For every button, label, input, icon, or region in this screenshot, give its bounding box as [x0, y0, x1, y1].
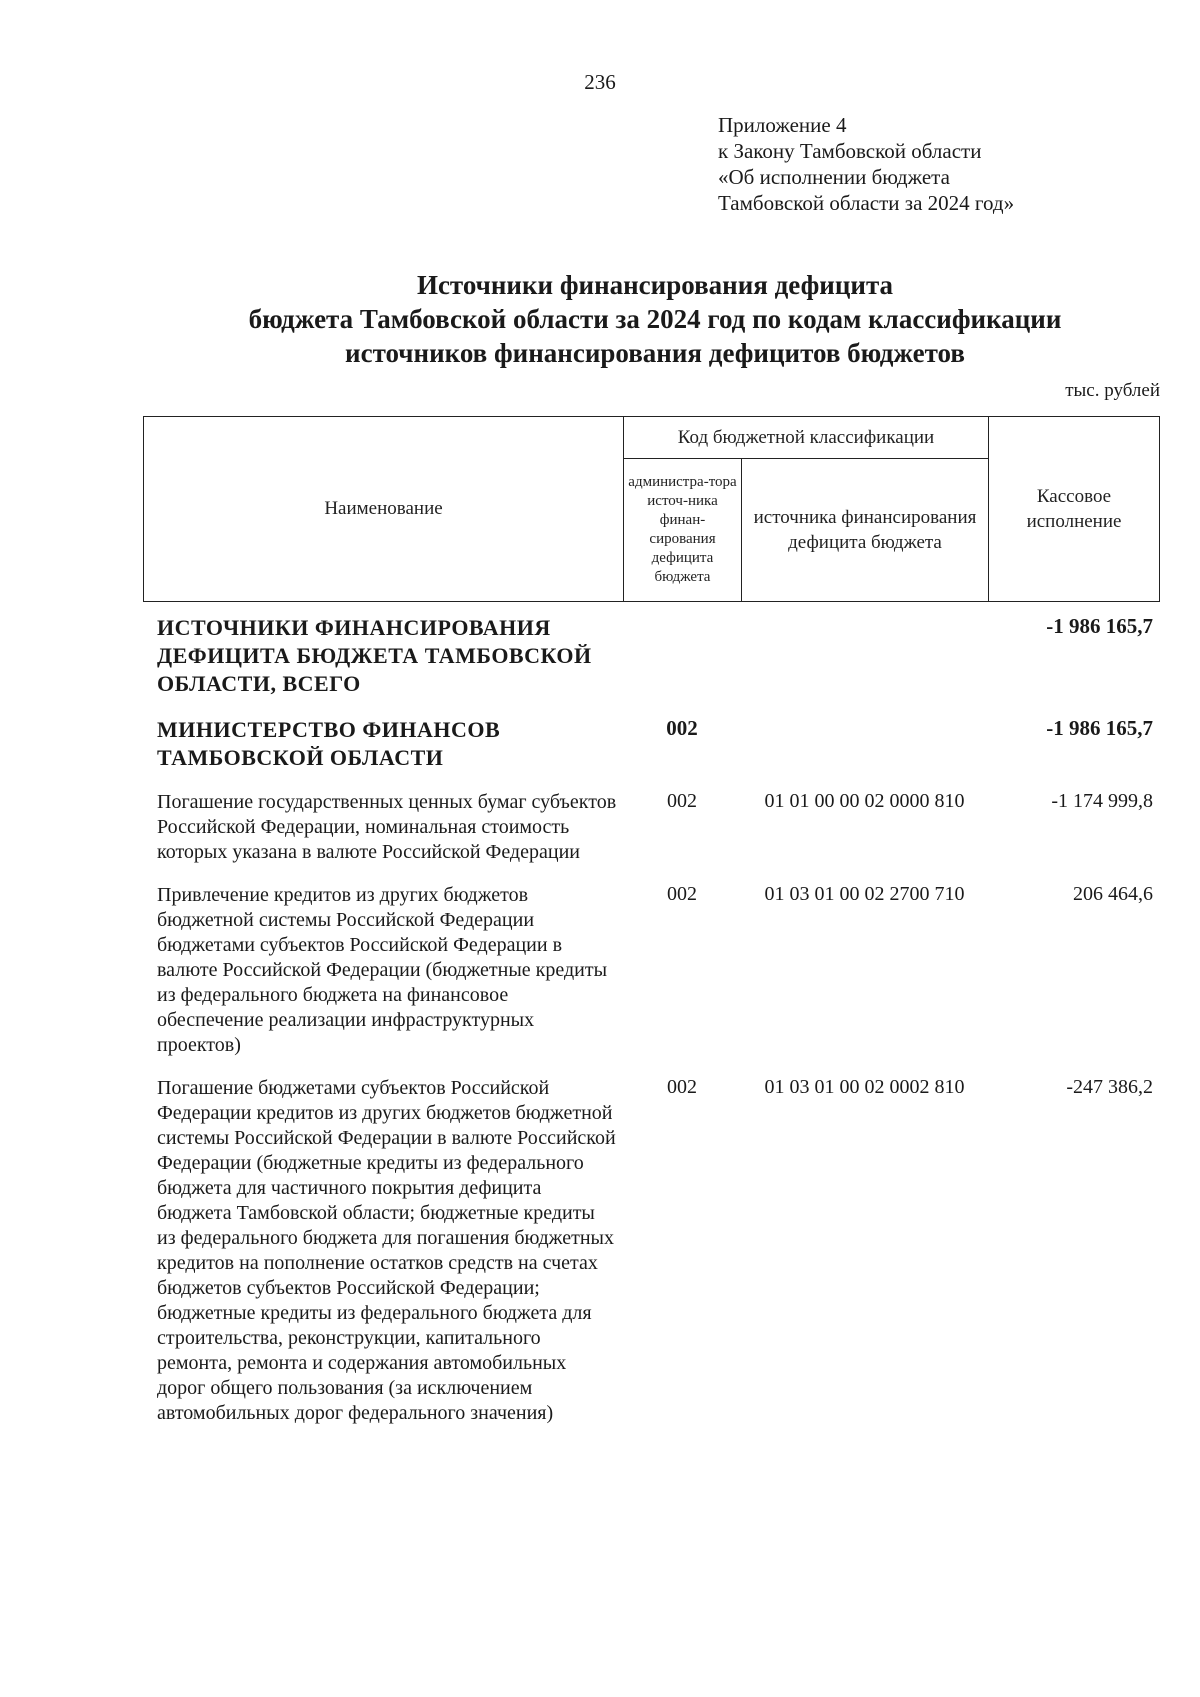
header-name: Наименование — [144, 417, 624, 601]
header-code-group: Код бюджетной классификации — [624, 417, 989, 459]
table-header — [143, 416, 1160, 602]
table-body — [143, 614, 1160, 1444]
row-admin-code: 002 — [667, 790, 697, 812]
row-name: ИСТОЧНИКИ ФИНАНСИРОВАНИЯ ДЕФИЦИТА БЮДЖЕТА ТАМБОВСКОЙ ОБЛАСТИ, ВСЕГО — [157, 615, 592, 696]
row-source-code: 01 01 00 00 02 0000 810 — [764, 790, 965, 812]
table-row — [143, 790, 1160, 865]
appendix-line: Тамбовской области за 2024 год» — [718, 191, 1015, 215]
row-amount: -247 386,2 — [1066, 1076, 1153, 1098]
row-name: Погашение бюджетами субъектов Российской Федерации кредитов из других бюджетов бюджетной системы Российской Федерации в валюте Российской Федерации (бюджетные кредиты из федерального бюджета для частичного покрытия дефицита бюджета Тамбовской области; бюджетные кредиты из федерального бюджета для погашения бюджетных кредитов на пополнение остатков средств на счетах бюджетов субъектов Российской Федерации; бюджетные кредиты из федерального бюджета для строительства, реконструкции, капитального ремонта, ремонта и содержания автомобильных дорог общего пользования (за исключением автомобильных дорог федерального значения) — [157, 1077, 616, 1424]
row-amount: -1 986 165,7 — [1046, 614, 1153, 638]
document-title — [0, 268, 1200, 370]
title-line: бюджета Тамбовской области за 2024 год по кодам классификации — [248, 304, 1062, 334]
row-source-code: 01 03 01 00 02 2700 710 — [764, 883, 965, 905]
table-row — [143, 614, 1160, 698]
units-label: тыс. рублей — [1065, 380, 1160, 401]
appendix-line: «Об исполнении бюджета — [718, 165, 950, 189]
title-line: источников финансирования дефицитов бюджетов — [345, 338, 965, 368]
row-admin-code: 002 — [666, 716, 698, 740]
title-line: Источники финансирования дефицита — [416, 270, 894, 300]
row-source-code: 01 03 01 00 02 0002 810 — [764, 1076, 965, 1098]
page-number: 236 — [584, 70, 616, 94]
row-admin-code: 002 — [667, 1076, 697, 1098]
appendix-line: к Закону Тамбовской области — [718, 139, 982, 163]
table-row — [143, 716, 1160, 772]
header-source-code: источника финансирования дефицита бюджета — [742, 459, 989, 601]
row-name: МИНИСТЕРСТВО ФИНАНСОВ ТАМБОВСКОЙ ОБЛАСТИ — [157, 717, 501, 770]
row-name: Привлечение кредитов из других бюджетов бюджетной системы Российской Федерации бюджетами субъектов Российской Федерации в валюте Российской Федерации (бюджетные кредиты из федерального бюджета на финансовое обеспечение реализации инфраструктурных проектов) — [157, 884, 608, 1056]
row-name: Погашение государственных ценных бумаг субъектов Российской Федерации, номинальная стоимость которых указана в валюте Российской Федерации — [157, 791, 617, 863]
appendix-note — [718, 112, 1014, 216]
header-execution: Кассовое исполнение — [1026, 486, 1122, 532]
table-row — [143, 883, 1160, 1058]
appendix-line: Приложение 4 — [718, 113, 847, 137]
row-amount: 206 464,6 — [1073, 883, 1153, 905]
row-amount: -1 986 165,7 — [1046, 716, 1153, 740]
row-admin-code: 002 — [667, 883, 697, 905]
row-amount: -1 174 999,8 — [1051, 790, 1153, 812]
table-row — [143, 1076, 1160, 1426]
header-admin-code: администра-тора источ-ника финан-сирования дефицита бюджета — [624, 459, 742, 601]
